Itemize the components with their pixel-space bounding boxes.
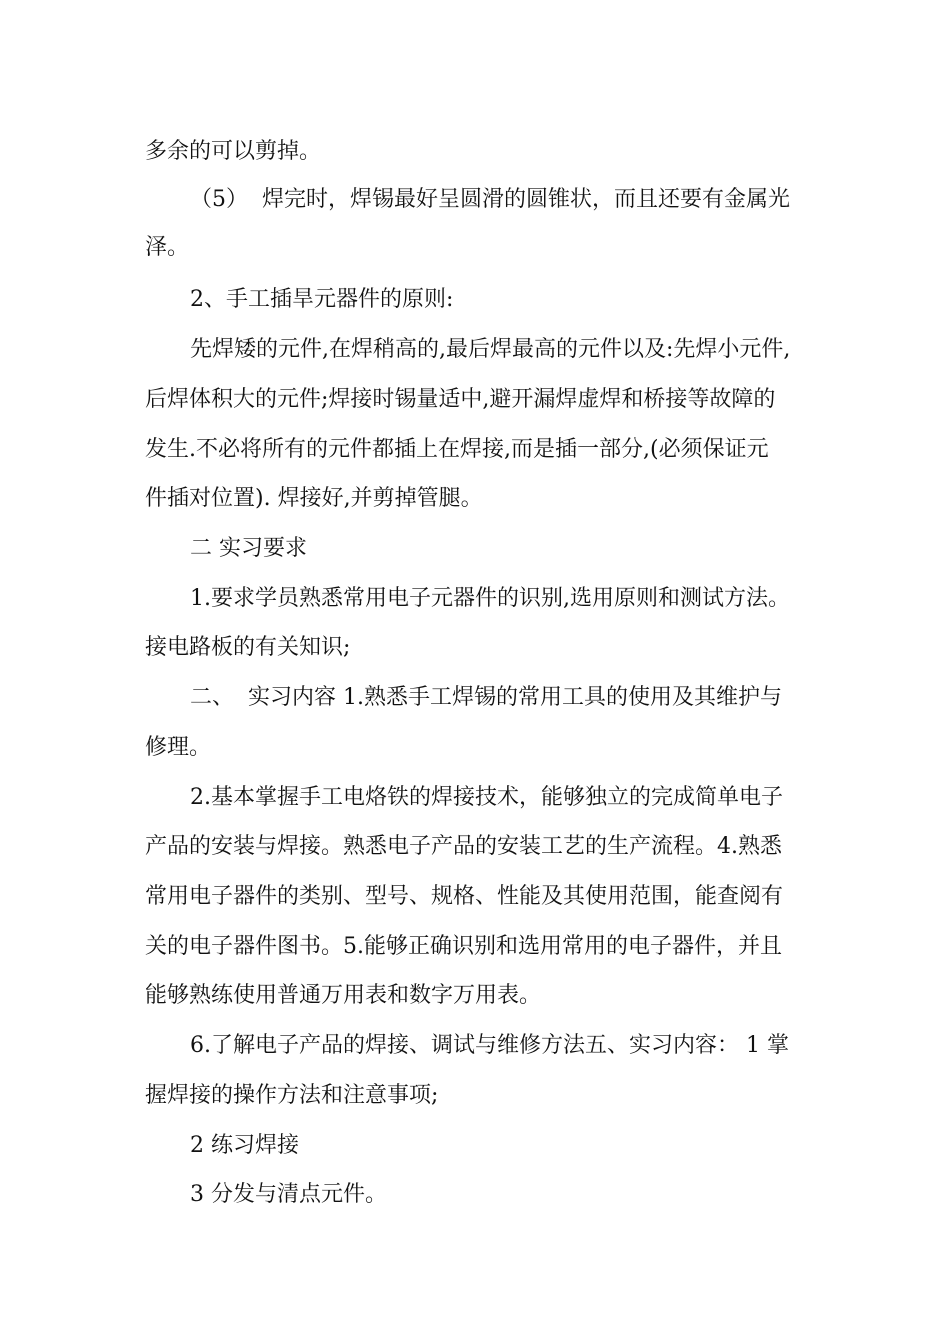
text-line: 先焊矮的元件,在焊稍高的,最后焊最高的元件以及:先焊小元件,: [190, 337, 791, 362]
text-line: 二、 实习内容 1.熟悉手工焊锡的常用工具的使用及其维护与: [190, 685, 782, 710]
text-line: 发生.不必将所有的元件都插上在焊接,而是插一部分,(必须保证元: [145, 437, 769, 462]
text-line: 关的电子器件图书。5.能够正确识别和选用常用的电子器件，并且: [145, 934, 782, 959]
text-line: 3 分发与清点元件。: [190, 1182, 387, 1207]
text-line: 1.要求学员熟悉常用电子元器件的识别,选用原则和测试方法。: [190, 586, 790, 611]
text-line: 2、手工插旱元器件的原则:: [190, 287, 454, 312]
text-line: 接电路板的有关知识;: [145, 635, 351, 660]
text-line: 多余的可以剪掉。: [145, 139, 322, 164]
text-line: 后焊体积大的元件;焊接时锡量适中,避开漏焊虚焊和桥接等故障的: [145, 387, 776, 412]
text-line: 二 实习要求: [190, 536, 307, 561]
text-line: 泽。: [145, 235, 190, 260]
text-line: 能够熟练使用普通万用表和数字万用表。: [145, 983, 542, 1008]
text-line: （5） 焊完时，焊锡最好呈圆滑的圆锥状，而且还要有金属光: [190, 187, 790, 212]
text-line: 2 练习焊接: [190, 1133, 299, 1158]
text-line: 2.基本掌握手工电烙铁的焊接技术，能够独立的完成简单电子: [190, 785, 783, 810]
text-line: 6.了解电子产品的焊接、调试与维修方法五、实习内容： 1 掌: [190, 1033, 789, 1058]
text-line: 修理。: [145, 735, 212, 760]
text-line: 产品的安装与焊接。熟悉电子产品的安装工艺的生产流程。4.熟悉: [145, 834, 782, 859]
text-line: 件插对位置). 焊接好,并剪掉管腿。: [145, 486, 483, 511]
text-line: 握焊接的操作方法和注意事项;: [145, 1083, 439, 1108]
text-line: 常用电子器件的类别、型号、规格、性能及其使用范围，能查阅有: [145, 884, 784, 909]
